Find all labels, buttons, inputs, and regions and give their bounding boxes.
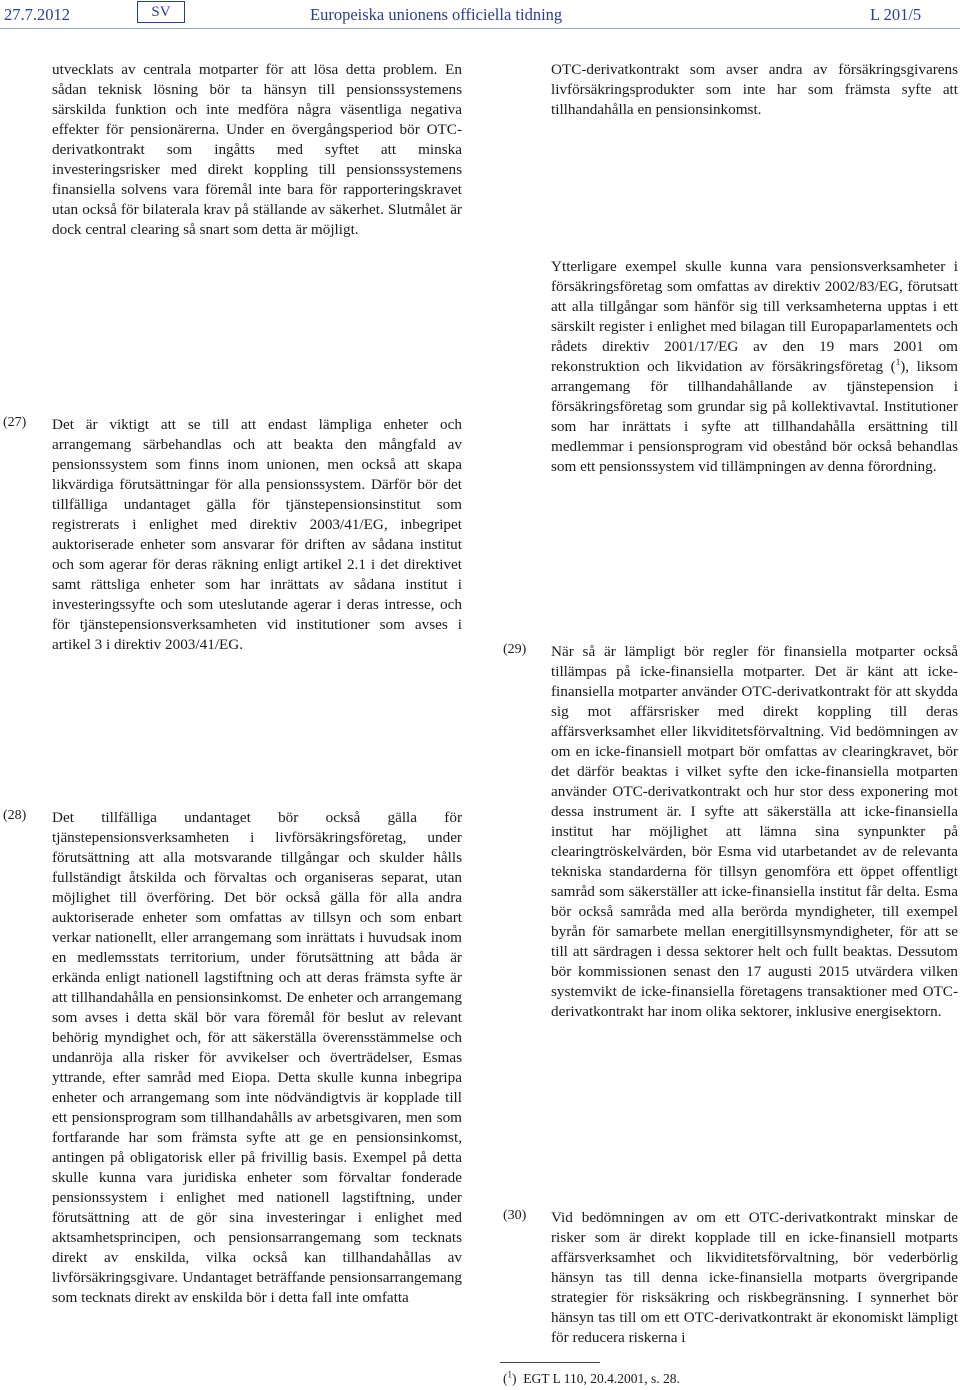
recital-number: (29) — [503, 642, 527, 657]
recital-27 — [0, 415, 462, 655]
footnote-marker-open: ( — [503, 1371, 508, 1386]
footnote-divider — [500, 1362, 600, 1363]
recital-text: När så är lämpligt bör regler för finansiella motparter också tillämpas på icke-finansiella motparter. Det är känt att icke-finansiella motparter använder OTC-derivatkontrakt för att skydda sig mot affärsrisker med direkt koppling till deras affärsverksamhet eller likviditetsförvaltning. Vid bedömningen av om en icke-finansiell motpart bör omfattas av clearingkravet, bör det därför beaktas i vilket syfte den icke-finansiella motparten använder OTC-derivatkontrakt och hur stor dess exponering mot dessa instrument är. I syfte att säkerställa att icke-finansiella institut har möjlighet att lämna sina synpunkter på clearingtröskelvärden, bör Esma vid utarbetandet av de relevanta tekniska standarderna för tillsyn genomföra ett öppet offentligt samråd som säkerställer att icke-finansiella institut får delta. Esma bör också samråda med alla berörda myndigheter, till exempel byrån för samarbete mellan energitillsynsmyndigheter, för att se till att särdragen i dessa sektorer helt och fullt beaktas. Dessutom bör kommissionen senast den 17 augusti 2015 utvärdera vilken systemvikt de icke-finansiella företagens transaktioner med OTC-derivatkontrakt har inom olika sektorer, inklusive energisektorn. — [551, 643, 958, 1020]
paragraph-text: OTC-derivatkontrakt som avser andra av försäkringsgivarens livförsäkringsprodukter som inte har som främsta syfte att tillhandahålla en pensionsinkomst. — [551, 61, 958, 118]
footnote-marker-number: 1 — [507, 1369, 512, 1380]
recital-text: Vid bedömningen av om ett OTC-derivatkontrakt minskar de risker som är direkt kopplade till en icke-finansiell motparts affärsverksamhet och likviditetsförvaltning, bör vederbörlig hänsyn tas till denna icke-finansiella motparts övergripande strategier för risksäkring och riskbegränsning. I synnerhet bör hänsyn tas till om ett OTC-derivatkontrakt är ekonomiskt lämpligt för reducera riskerna i — [551, 1209, 958, 1346]
header-divider — [0, 28, 960, 29]
paragraph-text — [551, 257, 958, 477]
footnote-reference[interactable]: 1 — [895, 356, 901, 367]
recital-30 — [500, 1208, 958, 1348]
recital-text: Det tillfälliga undantaget bör också gälla för tjänstepensionsverksamheten i livförsäkringsföretag, under förutsättning att alla motsvarande tillgångar och skulder hålls fullständigt åtskilda och förvaltas och organiseras separat, utan möjlighet till överföring. Det bör också gälla för alla andra auktoriserade enheter som omfattas av tillsyn och som enbart verkar nationellt, eller arrangemang som inrättats i huvudsak inom en medlemsstats territorium, under förutsättning att båda är erkända enligt nationell lagstiftning och att deras främsta syfte är att tillhandahålla en pensionsinkomst. De enheter och arrangemang som avses i detta skäl bör vara föremål för beslut av relevant behörig myndighet och, för att säkerställa överensstämmelse och undanröja alla risker för avvikelser och överträdelser, Esmas yttrande, efter samråd med Eiopa. Detta skulle kunna inbegripa enheter och arrangemang som inte nödvändigtvis är kopplade till ett pensionsprogram som tillhandahålls av arbetsgivaren, men som fortfarande har som främsta syfte att ge en pensionsinkomst, antingen på obligatorisk eller på frivillig basis. Exempel på detta skulle kunna vara juridiska enheter som förvaltar fonderade pensionssystem i enlighet med nationell lagstiftning, under förutsättning att de gör sina investeringar i enlighet med aktsamhetsprincipen, och pensionsarrangemang som tecknats direkt av enskilda, vilka också kan tillhandahållas av livförsäkringsgivare. Undantaget beträffande pensionsarrangemang som tecknats direkt av enskilda bör i detta fall inte omfatta — [52, 809, 462, 1306]
page-reference: L 201/5 — [870, 5, 922, 24]
recital-text: Det är viktigt att se till att endast lämpliga enheter och arrangemang särbehandlas och att beakta den mångfald av pensionssystem som finns inom unionen, men också att skapa likvärdiga förutsättningar för alla pensionssystem. Därför bör det tillfälliga undantaget gälla för tjänstepensionsinstitut som registrerats i enlighet med direktiv 2003/41/EG, inbegripet auktoriserade enheter som ansvarar för driften av sådana institut och som agerar för deras räkning enligt artikel 2.1 i det direktivet samt rättsliga enheter som har inrättats av sådana institut i investeringssyfte och som uteslutande agerar i deras intresse, och för tjänstepensionsverksamheten vid institutioner som avses i artikel 3 i direktiv 2003/41/EG. — [52, 416, 462, 653]
recital-28 — [0, 808, 462, 1308]
page-header — [0, 0, 960, 30]
footnote-text: EGT L 110, 20.4.2001, s. 28. — [523, 1371, 680, 1386]
footnote-marker-close: ) — [512, 1371, 517, 1386]
footnote-marker — [503, 1371, 517, 1386]
recital-number: (30) — [503, 1208, 527, 1223]
journal-title: Europeiska unionens officiella tidning — [310, 5, 563, 24]
recital-number: (28) — [3, 808, 27, 823]
paragraph-text: utvecklats av centrala motparter för att lösa detta problem. En sådan teknisk lösning bör ta hänsyn till pensionssystemens särskilda funktion och inte medföra några väsentliga negativa effekter för pensionärerna. Under en övergångsperiod bör OTC-derivatkontrakt som ingåtts med syftet att minska investeringsrisker med direkt koppling till pensionssystemens finansiella solvens vara föremål inte bara för rapporteringskravet utan också för bilaterala krav på ställande av säkerhet. Slutmålet är dock central clearing så snart som detta är möjligt. — [52, 61, 462, 238]
continuation-paragraph — [0, 60, 462, 240]
continuation-paragraph-2 — [500, 257, 958, 477]
continuation-paragraph — [500, 60, 958, 120]
recital-number: (27) — [3, 415, 27, 430]
paragraph-text-part: ), liksom arrangemang för tillhandahållande av tjänstepension i försäkringsföretag som grundar sig på kollektivavtal. Institutioner som har inrättats i syfte att tillhandahålla ersättning till medlemmar i pensionsprogram vid obestånd bör också behandlas som ett pensionssystem vid tillämpningen av denna förordning. — [551, 358, 958, 475]
paragraph-text-part: Ytterligare exempel skulle kunna vara pensionsverksamheter i försäkringsföretag som omfattas av direktiv 2002/83/EG, förutsatt att alla tillgångar som hänför sig till verksamheterna upptas i ett särskilt register i enlighet med bilagan till Europaparlamentets och rådets direktiv 2001/17/EG av den 19 mars 2001 om rekonstruktion och likvidation av försäkringsföretag ( — [551, 258, 958, 375]
language-badge: SV — [137, 1, 185, 23]
publication-date: 27.7.2012 — [4, 5, 70, 24]
recital-29 — [500, 642, 958, 1022]
footnote — [503, 1371, 680, 1387]
